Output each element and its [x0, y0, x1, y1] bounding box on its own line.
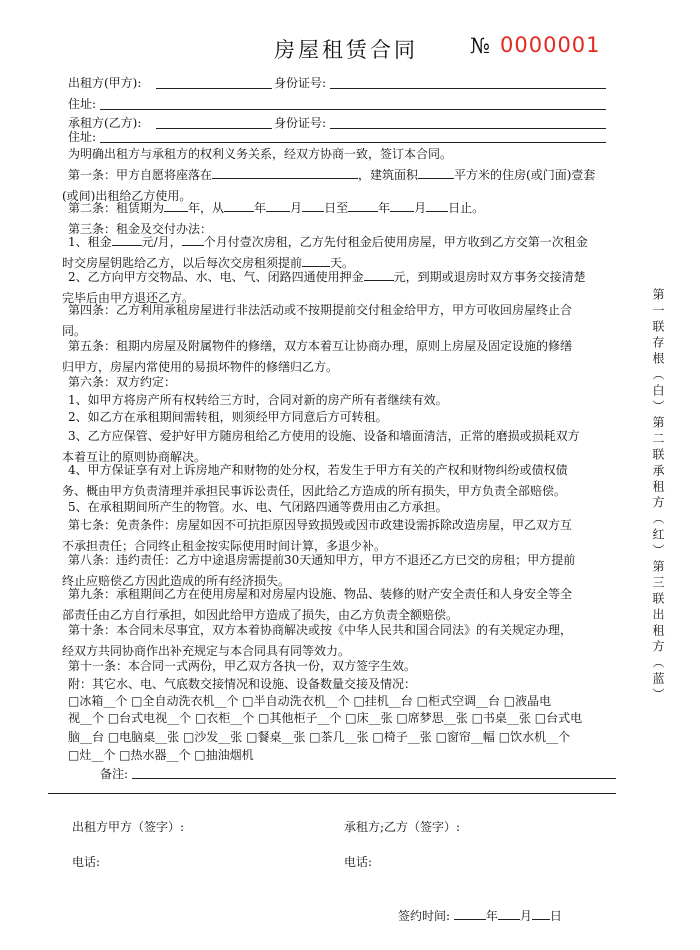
- lessee-signature[interactable]: 承租方;乙方（签字）:: [344, 820, 461, 834]
- lessee-id-field[interactable]: [330, 114, 606, 129]
- article-6-4: 4、甲方保证享有对上诉房地产和财物的处分权，若发生于甲方有关的产权和财物纠纷或债权债 务、概由甲方负责清理并承担民事诉讼责任，因此给乙方造成的所有损失，甲方负责全部赔偿。: [62, 463, 568, 498]
- date-label: 签约时间:: [398, 909, 451, 923]
- lessor-id-label: 身份证号:: [274, 76, 327, 90]
- intro: 为明确出租方与承租方的权利义务关系，经双方协商一致，签订本合同。: [68, 147, 453, 161]
- remarks-field[interactable]: [132, 764, 616, 779]
- area-blank[interactable]: [418, 165, 454, 179]
- article-9: 第九条：承租期间乙方在使用房屋和对房屋内设施、物品、装修的财产安全责任和人身安全等全 部责任由乙方自行承担，如因此给甲方造成了损失，由乙方负责全额赔偿。: [62, 587, 573, 622]
- remarks-label: 备注:: [100, 767, 129, 781]
- lessor-address-field[interactable]: [100, 95, 606, 110]
- items-line-2[interactable]: 视__个 □台式电视__个 □衣柜__个 □其他柜子__个 □床__张 □席梦思__张 □书桌__张 □台式电: [68, 711, 583, 725]
- article-11: 第十一条：本合同一式两份，甲乙双方各执一份，双方签字生效。: [68, 659, 417, 673]
- lessee-label: 承租方(乙方):: [68, 116, 142, 130]
- lessor-address-label: 住址:: [68, 97, 97, 111]
- serial-number: 0000001: [500, 33, 601, 57]
- article-6: 第六条：双方约定：: [68, 375, 177, 389]
- article-4: 第四条：乙方利用承租房屋进行非法活动或不按期提前交付租金给甲方，甲方可收回房屋终止合 同。: [62, 303, 573, 338]
- article-5: 第五条：租期内房屋及附属物件的修缮，双方本着互让协商办理，原则上房屋及固定设施的修缮 归甲方，房屋内常使用的易损坏物件的修缮归乙方。: [62, 339, 573, 374]
- lessee-field[interactable]: [156, 114, 272, 129]
- location-blank[interactable]: [212, 165, 358, 179]
- lessee-phone[interactable]: 电话:: [344, 855, 373, 869]
- lessee-address-field[interactable]: [100, 128, 606, 143]
- article-7: 第七条：免责条件：房屋如因不可抗拒原因导致损毁或因市政建设需拆除改造房屋，甲乙双方互 不承担责任；合同终止租金按实际使用时间计算，多退少补。: [62, 518, 573, 553]
- signing-date[interactable]: 签约时间: 年 月 日: [398, 906, 562, 924]
- divider: [48, 793, 616, 794]
- page-title: 房屋租赁合同: [274, 38, 418, 62]
- lessor-signature[interactable]: 出租方甲方（签字）:: [72, 820, 185, 834]
- article-1: 第一条：甲方自愿将座落在 ，建筑面积 平方米的住房(或门面)壹套 (或间)出租给乙方使用。: [68, 165, 626, 207]
- items-line-1[interactable]: □冰箱__个 □全自动洗衣机__个 □半自动洗衣机__个 □挂机__台 □柜式空调__台 □液晶电: [68, 694, 552, 708]
- lessor-id-field[interactable]: [330, 74, 606, 89]
- appendix: 附：其它水、电、气底数交接情况和设施、设备数量交接及情况：: [68, 677, 417, 691]
- lessor-field[interactable]: [156, 74, 272, 89]
- article-6-2: 2、如乙方在承租期间需转租，则须经甲方同意后方可转租。: [68, 410, 388, 424]
- article-3: 第三条：租金及交付办法：: [68, 222, 213, 236]
- article-10: 第十条：本合同未尽事宜，双方本着协商解决或按《中华人民共和国合同法》的有关规定办理， 经双方共同协商作出补充规定与本合同具有同等效力。: [62, 623, 573, 658]
- article-6-3: 3、乙方应保管、爱护好甲方随房租给乙方使用的设施、设备和墙面清洁，正常的磨损或损耗双方 本着互让的原则协商解决。: [62, 429, 580, 464]
- article-2: 第二条：租赁期为 年，从 年 月 日至 年 月 日止。: [68, 198, 626, 219]
- copy-distribution-note: 第一联存根（白）第二联承租方（红）第三联出租方（蓝）: [651, 288, 665, 704]
- article-6-1: 1、如甲方将房产所有权转给三方时，合同对新的房产所有者继续有效。: [68, 393, 448, 407]
- items-line-4[interactable]: □灶__个 □热水器__个 □抽油烟机: [68, 748, 254, 762]
- article-3-2: 2、乙方向甲方交物品、水、电、气、闭路四通使用押金 元，到期或退房时双方事务交接清楚 完毕后由甲方退还乙方。: [68, 267, 626, 309]
- lessee-address-label: 住址:: [68, 130, 97, 144]
- article-8: 第八条：违约责任：乙方中途退房需提前30天通知甲方，甲方不退还乙方已交的房租；甲方提前 终止应赔偿乙方因此造成的所有经济损失。: [62, 553, 576, 588]
- lessor-phone[interactable]: 电话:: [72, 855, 101, 869]
- serial-label: №: [470, 34, 490, 58]
- items-line-3[interactable]: 脑__台 □电脑桌__张 □沙发__张 □餐桌__张 □茶几__张 □椅子__张 □窗帘__幅 □饮水机__个: [68, 730, 571, 744]
- article-3-1: 1、租金 元/月， 个月付壹次房租，乙方先付租金后使用房屋，甲方收到乙方交第一次租金 时交房屋钥匙给乙方，以后每次交房租须提前 天。: [68, 232, 626, 274]
- lessor-label: 出租方(甲方):: [68, 76, 142, 90]
- lessee-id-label: 身份证号:: [274, 116, 327, 130]
- article-6-5: 5、在承租期间所产生的物管。水、电、气闭路四通等费用由乙方承担。: [68, 500, 448, 514]
